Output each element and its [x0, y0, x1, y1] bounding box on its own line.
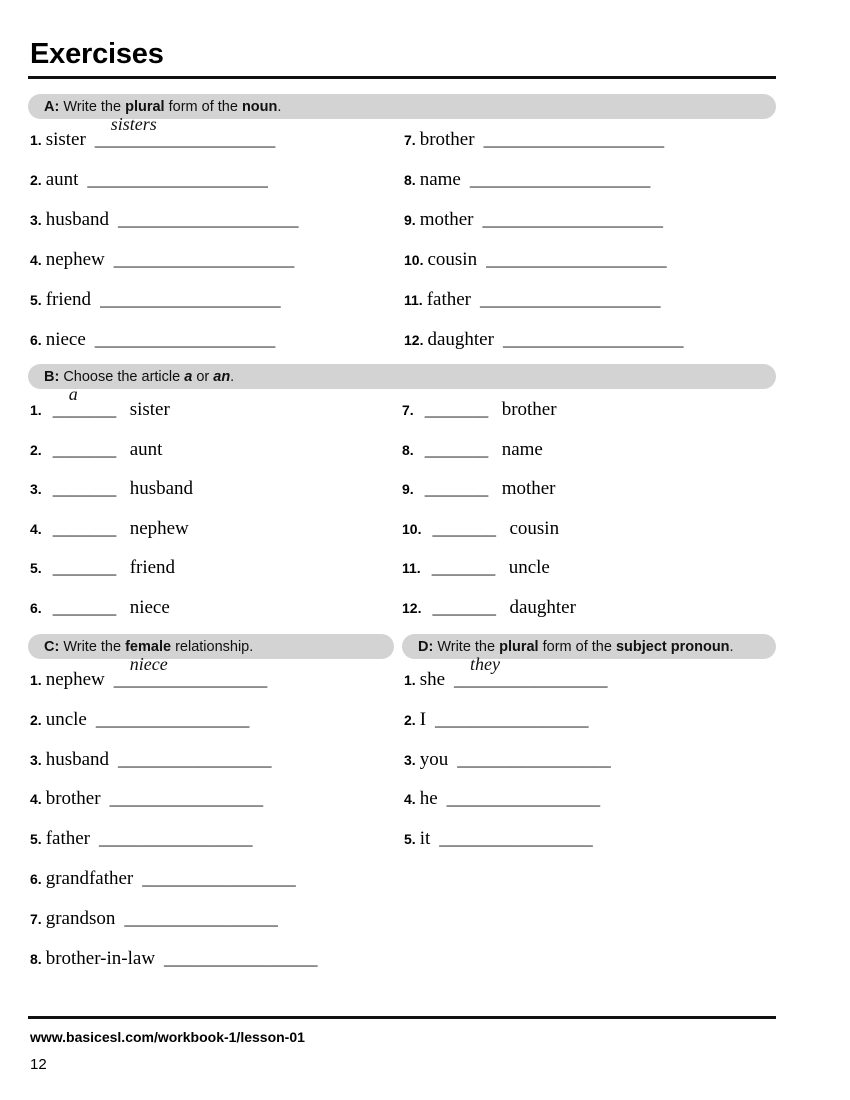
- item-word: brother: [501, 399, 557, 420]
- exercise-item: [30, 479, 193, 498]
- exercise-item: [404, 330, 683, 349]
- item-number: 6.: [30, 871, 42, 887]
- item-word: husband: [129, 478, 194, 499]
- blank-line: _________________: [446, 788, 600, 810]
- footer-url: www.basicesl.com/workbook-1/lesson-01: [30, 1029, 305, 1045]
- exercise-item: [404, 789, 600, 808]
- item-number: 11.: [402, 560, 421, 576]
- filled-answer: niece: [129, 654, 168, 674]
- blank-line: _______: [52, 517, 116, 539]
- answer-blank[interactable]: [53, 558, 116, 577]
- item-number: 1.: [404, 672, 416, 688]
- blank-line: ____________________: [480, 289, 661, 310]
- section-instruction: [63, 369, 234, 385]
- item-number: 3.: [30, 212, 42, 228]
- answer-blank[interactable]: [483, 210, 663, 229]
- blank-line: _______: [424, 478, 488, 499]
- blank-line: _________________: [457, 748, 611, 770]
- item-word: grandfather: [45, 868, 134, 889]
- answer-blank[interactable]: [95, 330, 275, 349]
- item-number: 1.: [30, 402, 42, 418]
- item-word: uncle: [508, 557, 550, 578]
- exercise-item: [30, 440, 162, 459]
- answer-blank[interactable]: [425, 440, 488, 459]
- item-number: 5.: [30, 560, 42, 576]
- answer-blank[interactable]: [96, 710, 249, 729]
- blank-line: ____________________: [482, 209, 663, 230]
- answer-blank[interactable]: [470, 170, 650, 189]
- item-word: husband: [45, 748, 110, 770]
- item-word: friend: [129, 557, 176, 578]
- exercise-item: [30, 290, 280, 309]
- exercise-item: [402, 400, 557, 419]
- blank-line: _________________: [113, 669, 267, 690]
- item-word: father: [426, 289, 472, 310]
- answer-blank[interactable]: [53, 479, 116, 498]
- answer-blank[interactable]: [432, 519, 495, 538]
- answer-blank[interactable]: [447, 789, 600, 808]
- item-number: 12.: [404, 332, 424, 348]
- blank-line: _______: [52, 557, 116, 578]
- exercise-item: [30, 598, 170, 617]
- instruction-part: female: [125, 638, 172, 655]
- blank-line: _________________: [124, 907, 278, 929]
- instruction-part: Write the: [63, 98, 126, 115]
- item-number: 10.: [402, 520, 422, 537]
- exercise-item: [404, 210, 663, 229]
- answer-blank[interactable]: [503, 330, 683, 349]
- answer-blank[interactable]: [432, 558, 495, 577]
- instruction-part: or: [192, 368, 214, 385]
- item-word: grandson: [45, 907, 116, 929]
- answer-blank[interactable]: [94, 114, 275, 150]
- item-number: 2.: [30, 172, 42, 188]
- blank-line: ____________________: [502, 329, 683, 350]
- blank-line: ____________________: [486, 249, 667, 270]
- exercise-item: [30, 710, 249, 729]
- item-word: nephew: [45, 669, 105, 690]
- item-number: 2.: [30, 711, 42, 728]
- item-word: niece: [129, 596, 170, 618]
- item-word: I: [419, 708, 427, 730]
- item-word: daughter: [427, 329, 494, 350]
- page-title: Exercises: [30, 38, 164, 70]
- exercise-item: [404, 130, 664, 149]
- item-word: sister: [45, 129, 86, 150]
- item-number: 5.: [30, 831, 42, 848]
- answer-blank[interactable]: [114, 250, 294, 269]
- item-word: daughter: [509, 596, 576, 618]
- section-header-b: [28, 364, 776, 389]
- instruction-part: .: [277, 98, 282, 115]
- item-word: name: [501, 438, 543, 460]
- blank-line: _______: [52, 596, 116, 618]
- blank-line: _________________: [118, 748, 272, 770]
- item-word: nephew: [129, 517, 189, 539]
- instruction-part: Choose the article: [63, 368, 185, 385]
- item-number: 6.: [30, 599, 42, 616]
- item-word: mother: [419, 209, 474, 230]
- item-number: 7.: [404, 132, 416, 148]
- answer-blank[interactable]: [53, 519, 116, 538]
- answer-blank[interactable]: [118, 750, 271, 769]
- answer-blank[interactable]: [454, 654, 608, 690]
- item-word: cousin: [427, 249, 478, 270]
- section-letter: D:: [418, 638, 434, 655]
- answer-blank[interactable]: [480, 290, 660, 309]
- blank-line: _________________: [142, 868, 296, 889]
- answer-blank[interactable]: [124, 909, 277, 928]
- item-number: 3.: [30, 751, 42, 768]
- item-number: 5.: [30, 292, 42, 308]
- answer-blank[interactable]: [425, 479, 488, 498]
- instruction-part: .: [230, 368, 235, 385]
- item-word: aunt: [45, 169, 79, 190]
- exercise-item: [404, 290, 660, 309]
- exercise-item: [30, 330, 275, 349]
- section-header-c: [28, 634, 394, 659]
- item-number: 7.: [402, 402, 414, 418]
- exercise-item: [30, 170, 267, 189]
- blank-line: _______: [431, 557, 495, 578]
- answer-blank[interactable]: [439, 829, 592, 848]
- item-word: nephew: [45, 249, 105, 270]
- answer-blank[interactable]: [486, 250, 666, 269]
- item-number: 7.: [30, 910, 42, 927]
- exercise-item: [30, 210, 298, 229]
- blank-line: _________________: [95, 708, 249, 730]
- instruction-part: Write the: [437, 638, 500, 655]
- item-number: 9.: [402, 481, 414, 497]
- blank-line: ____________________: [87, 169, 268, 190]
- exercise-item: [30, 558, 175, 577]
- exercise-item: [404, 170, 650, 189]
- answer-blank[interactable]: [425, 400, 488, 419]
- blank-line: _________________: [454, 669, 608, 690]
- answer-blank[interactable]: [53, 440, 116, 459]
- item-number: 3.: [404, 751, 416, 768]
- blank-line: _________________: [164, 947, 318, 969]
- exercise-item: [30, 750, 271, 769]
- item-word: uncle: [45, 708, 87, 730]
- exercise-item: [30, 909, 277, 928]
- exercise-item: [30, 384, 170, 420]
- answer-blank[interactable]: [100, 290, 280, 309]
- blank-line: _________________: [99, 828, 252, 850]
- blank-line: _______: [424, 438, 488, 460]
- item-number: 12.: [402, 599, 422, 616]
- item-number: 4.: [30, 520, 42, 537]
- blank-line: _________________: [109, 788, 263, 810]
- exercise-item: [30, 250, 294, 269]
- blank-line: _______: [424, 399, 488, 420]
- item-word: you: [419, 748, 449, 770]
- item-number: 1.: [30, 132, 42, 148]
- exercise-item: [404, 654, 608, 690]
- section-header-d: [402, 634, 776, 659]
- footer-rule: [28, 1016, 776, 1019]
- item-number: 4.: [30, 791, 42, 808]
- item-word: mother: [501, 478, 556, 499]
- answer-blank[interactable]: [484, 130, 664, 149]
- blank-line: ____________________: [100, 289, 281, 310]
- blank-line: _______: [52, 478, 116, 499]
- section-instruction: [63, 99, 281, 115]
- item-number: 8.: [30, 950, 42, 967]
- item-number: 3.: [30, 481, 42, 497]
- exercise-item: [30, 789, 263, 808]
- item-number: 11.: [404, 292, 423, 308]
- exercise-item: [30, 869, 295, 888]
- item-word: he: [419, 788, 438, 810]
- exercise-item: [30, 114, 275, 150]
- filled-answer: a: [68, 384, 78, 404]
- instruction-part: plural: [125, 98, 165, 115]
- blank-line: _______: [52, 399, 116, 420]
- instruction-part: plural: [499, 638, 539, 655]
- exercise-item: [402, 558, 550, 577]
- item-number: 5.: [404, 831, 416, 848]
- item-number: 2.: [30, 441, 42, 458]
- header-rule: [28, 76, 776, 79]
- answer-blank[interactable]: [457, 750, 610, 769]
- blank-line: ____________________: [118, 209, 299, 230]
- item-number: 4.: [404, 791, 416, 808]
- instruction-part: form of the: [538, 638, 616, 655]
- item-number: 1.: [30, 672, 42, 688]
- blank-line: ____________________: [94, 129, 275, 150]
- item-word: she: [419, 669, 446, 690]
- section-letter: A:: [44, 98, 60, 115]
- blank-line: ____________________: [113, 249, 294, 270]
- blank-line: _______: [432, 517, 496, 539]
- answer-blank[interactable]: [53, 598, 116, 617]
- item-number: 8.: [404, 172, 416, 188]
- blank-line: ____________________: [483, 129, 664, 150]
- blank-line: _________________: [435, 708, 589, 730]
- section-instruction: [437, 639, 733, 655]
- instruction-part: subject pronoun: [615, 638, 730, 655]
- filled-answer: they: [470, 654, 500, 674]
- exercise-item: [404, 250, 666, 269]
- item-number: 4.: [30, 252, 42, 268]
- answer-blank[interactable]: [113, 654, 267, 690]
- answer-blank[interactable]: [87, 170, 267, 189]
- instruction-part: an: [213, 368, 231, 385]
- blank-line: _______: [432, 596, 496, 618]
- instruction-part: relationship.: [171, 638, 254, 655]
- filled-answer: sisters: [110, 114, 157, 134]
- answer-blank[interactable]: [142, 869, 295, 888]
- instruction-part: .: [729, 638, 734, 655]
- answer-blank[interactable]: [164, 949, 317, 968]
- item-word: aunt: [129, 438, 163, 460]
- section-letter: C:: [44, 638, 60, 655]
- exercise-item: [30, 949, 317, 968]
- item-word: name: [419, 169, 461, 190]
- answer-blank[interactable]: [432, 598, 495, 617]
- answer-blank[interactable]: [52, 384, 116, 420]
- item-word: brother-in-law: [45, 947, 156, 969]
- exercise-item: [402, 519, 559, 538]
- section-letter: B:: [44, 368, 60, 385]
- instruction-part: a: [184, 368, 193, 385]
- exercise-item: [30, 829, 252, 848]
- item-word: friend: [45, 289, 92, 310]
- item-word: it: [419, 828, 431, 850]
- item-word: brother: [45, 788, 101, 810]
- exercise-item: [404, 710, 588, 729]
- exercise-item: [402, 479, 556, 498]
- blank-line: _________________: [439, 828, 593, 850]
- instruction-part: Write the: [63, 638, 126, 655]
- item-word: brother: [419, 129, 475, 150]
- answer-blank[interactable]: [435, 710, 588, 729]
- instruction-part: noun: [241, 98, 278, 115]
- section-instruction: [63, 639, 253, 655]
- page-number: 12: [30, 1056, 47, 1073]
- item-number: 2.: [404, 711, 416, 728]
- exercise-item: [30, 654, 267, 690]
- item-number: 10.: [404, 252, 424, 268]
- item-word: niece: [45, 329, 86, 350]
- instruction-part: form of the: [164, 98, 242, 115]
- item-word: father: [45, 828, 90, 850]
- item-word: cousin: [509, 517, 560, 539]
- item-number: 9.: [404, 212, 416, 228]
- answer-blank[interactable]: [110, 789, 263, 808]
- exercise-item: [402, 598, 576, 617]
- item-number: 8.: [402, 441, 414, 458]
- exercise-item: [402, 440, 543, 459]
- answer-blank[interactable]: [99, 829, 252, 848]
- item-word: sister: [129, 399, 170, 420]
- exercise-item: [30, 519, 189, 538]
- answer-blank[interactable]: [118, 210, 298, 229]
- blank-line: _______: [52, 438, 116, 460]
- blank-line: ____________________: [469, 169, 650, 190]
- exercise-item: [404, 750, 610, 769]
- exercise-item: [404, 829, 592, 848]
- item-number: 6.: [30, 332, 42, 348]
- blank-line: ____________________: [94, 329, 275, 350]
- item-word: husband: [45, 209, 110, 230]
